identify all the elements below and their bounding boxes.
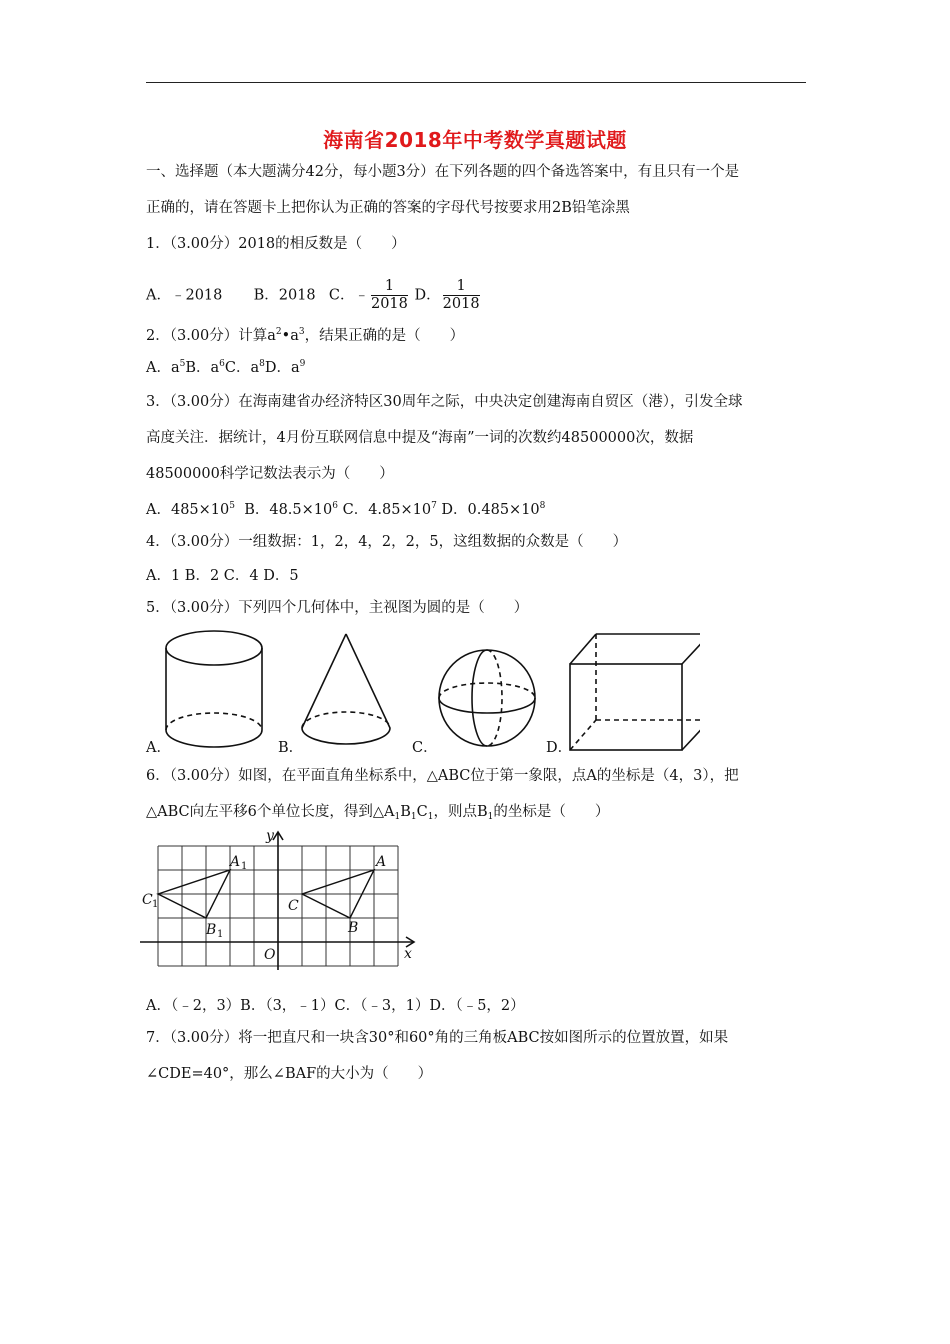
q1-option-b: B．2018 xyxy=(253,287,316,304)
point-b-label: B xyxy=(348,920,359,936)
point-b1-label: B xyxy=(206,922,217,938)
sphere-figure xyxy=(439,650,535,746)
q6-sub-b1-point: 1 xyxy=(487,812,494,822)
q6-line2-part-c: C xyxy=(416,804,428,820)
point-c1-label: C xyxy=(142,892,153,908)
section-instructions-line-1: 一、选择题（本大题满分42分，每小题3分）在下列各题的四个备选答案中，有且只有一个是 xyxy=(146,164,740,180)
q6-line2-part-d: ，则点B xyxy=(433,804,488,820)
q1-fraction-d-numerator: 1 xyxy=(443,278,480,296)
q2-exponent-2: 3 xyxy=(298,327,305,337)
question-5-stem: 5．（3.00分）下列四个几何体中，主视图为圆的是（ ） xyxy=(146,600,529,616)
point-c-label: C xyxy=(288,898,299,914)
q3-option-a-exp: 5 xyxy=(229,501,235,511)
q6-sub-a1: 1 xyxy=(394,812,401,822)
q6-sub-b1: 1 xyxy=(410,812,417,822)
point-a1-label: A xyxy=(230,854,241,870)
cone-figure xyxy=(302,634,390,744)
question-6-line-2 xyxy=(146,802,609,822)
q1-option-c-prefix: C．﹣ xyxy=(328,287,369,304)
question-6-line-1: 6．（3.00分）如图，在平面直角坐标系中，△ABC位于第一象限，点A的坐标是（4，3），把 xyxy=(146,768,739,784)
q1-option-a: A．﹣2018 xyxy=(146,287,223,304)
question-3-line-2: 高度关注．据统计，4月份互联网信息中提及“海南”一词的次数约48500000次，数据 xyxy=(146,430,694,446)
q6-line2-part-e: 的坐标是（ ） xyxy=(493,804,610,820)
q2-option-b: B．a xyxy=(185,360,220,376)
q5-label-c: C． xyxy=(412,740,438,756)
question-3-line-3: 48500000科学记数法表示为（ ） xyxy=(146,466,394,482)
question-6-options: A．（﹣2，3）B．（3，﹣1）C．（﹣3，1）D．（﹣5，2） xyxy=(146,998,525,1014)
section-instructions-line-2: 正确的，请在答题卡上把你认为正确的答案的字母代号按要求用2B铅笔涂黑 xyxy=(146,200,630,216)
point-c1-subscript: 1 xyxy=(152,899,159,910)
q1-fraction-c-denominator: 2018 xyxy=(370,296,408,312)
q3-option-b: B．48.5×10 xyxy=(244,502,333,518)
q3-option-d-exp: 8 xyxy=(539,501,546,511)
q2-exponent-1: 2 xyxy=(275,327,282,337)
q2-option-c-exp: 8 xyxy=(259,359,265,369)
q5-label-b: B． xyxy=(278,740,304,756)
q1-fraction-d xyxy=(443,278,480,313)
q2-option-d: D．a xyxy=(264,360,300,376)
q2-stem-part-a: 2．（3.00分）计算a xyxy=(146,328,276,344)
point-a-label: A xyxy=(376,854,387,870)
q2-option-a: A．a xyxy=(146,360,180,376)
question-7-line-1: 7．（3.00分）将一把直尺和一块含30°和60°角的三角板ABC按如图所示的位置放置，如果 xyxy=(146,1030,729,1046)
q6-line2-part-a: △ABC向左平移6个单位长度，得到△A xyxy=(146,804,395,820)
point-a1-subscript: 1 xyxy=(241,861,248,872)
q1-fraction-d-denominator: 2018 xyxy=(442,296,480,312)
question-3-line-1: 3．（3.00分）在海南建省办经济特区30周年之际，中央决定创建海南自贸区（港），引发全球 xyxy=(146,394,743,410)
q5-label-a: A． xyxy=(146,740,171,756)
q3-option-d: D．0.485×10 xyxy=(441,502,540,518)
q6-sub-c1: 1 xyxy=(427,812,434,822)
cube-figure xyxy=(570,634,700,750)
question-5-figures xyxy=(140,628,700,752)
y-axis-label: y xyxy=(266,828,274,844)
q2-option-c: C．a xyxy=(224,360,260,376)
q2-stem-part-b: ，结果正确的是（ ） xyxy=(304,328,465,344)
question-2-stem xyxy=(146,326,464,346)
coordinate-axes xyxy=(140,832,414,970)
q5-label-d: D． xyxy=(546,740,573,756)
q3-option-b-exp: 6 xyxy=(332,501,338,511)
question-3-options xyxy=(146,500,545,520)
q3-option-c-exp: 7 xyxy=(431,501,437,511)
q2-option-d-exp: 9 xyxy=(299,359,306,369)
q1-fraction-c xyxy=(371,278,408,313)
q1-fraction-c-numerator: 1 xyxy=(371,278,408,296)
x-axis-label: x xyxy=(404,946,412,962)
question-2-options xyxy=(146,358,305,378)
question-7-line-2: ∠CDE=40°，那么∠BAF的大小为（ ） xyxy=(146,1066,433,1082)
q2-option-a-exp: 5 xyxy=(179,359,186,369)
q2-option-b-exp: 6 xyxy=(219,359,225,369)
origin-label: O xyxy=(264,947,276,963)
q3-option-a: A．485×10 xyxy=(146,502,230,518)
q6-line2-part-b: B xyxy=(400,804,411,820)
q2-dot-a: •a xyxy=(281,328,299,344)
question-4-stem: 4．（3.00分）一组数据：1，2，4，2，2，5，这组数据的众数是（ ） xyxy=(146,534,628,550)
question-1-stem: 1．（3.00分）2018的相反数是（ ） xyxy=(146,236,406,252)
question-6-coordinate-grid xyxy=(140,828,420,970)
point-b1-subscript: 1 xyxy=(217,929,224,940)
q1-option-d-prefix: D． xyxy=(414,287,441,304)
cylinder-figure xyxy=(166,631,262,747)
page-title: 海南省2018年中考数学真题试题 xyxy=(323,128,627,152)
question-4-options: A．1 B．2 C．4 D．5 xyxy=(146,568,299,584)
question-1-options xyxy=(146,278,482,313)
q3-option-c: C．4.85×10 xyxy=(342,502,432,518)
header-rule xyxy=(146,82,806,83)
